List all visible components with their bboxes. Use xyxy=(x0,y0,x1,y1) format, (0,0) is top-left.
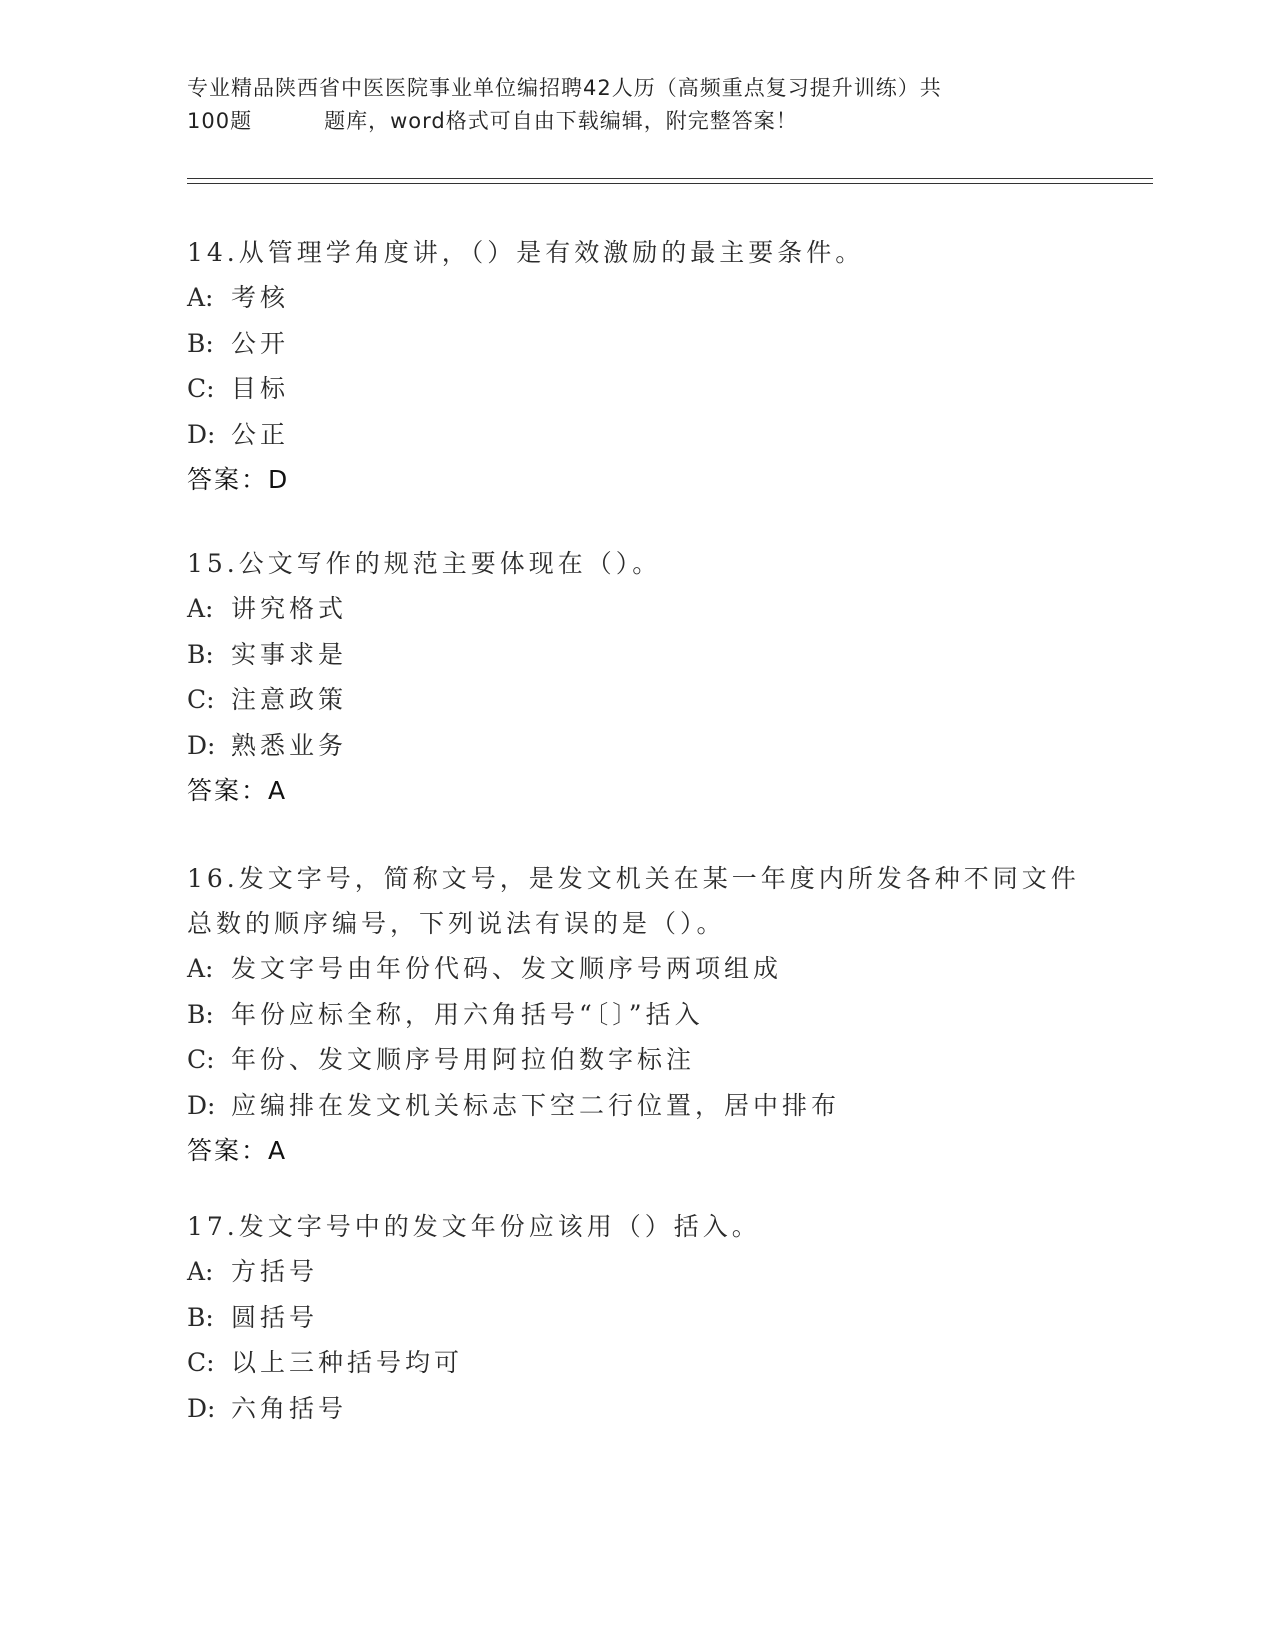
answer-line: 答案：A xyxy=(187,776,288,805)
option-text: 以上三种括号均可 xyxy=(231,1348,464,1377)
option-label: D: xyxy=(187,1393,216,1423)
option-text: 注意政策 xyxy=(231,685,348,714)
option-label: C: xyxy=(187,1348,215,1377)
option-label: A: xyxy=(187,1257,214,1286)
option-a xyxy=(187,586,1107,632)
header-description: 题库，word格式可自由下载编辑，附完整答案！ xyxy=(324,109,798,133)
option-text: 实事求是 xyxy=(231,639,348,669)
option-text: 公开 xyxy=(231,328,290,358)
option-text: 公正 xyxy=(231,419,290,449)
option-text: 发文字号由年份代码、发文顺序号两项组成 xyxy=(231,954,783,983)
document-header xyxy=(187,72,1087,138)
option-label: A: xyxy=(187,594,214,623)
option-label: C: xyxy=(187,1045,215,1074)
question-text: 14.从管理学角度讲，（）是有效激励的最主要条件。 xyxy=(187,238,865,267)
option-a xyxy=(187,1249,1107,1295)
option-c xyxy=(187,366,1107,412)
option-text: 熟悉业务 xyxy=(231,730,348,760)
option-label: B: xyxy=(187,1302,214,1332)
option-b xyxy=(187,321,1107,367)
option-label: B: xyxy=(187,639,214,669)
option-a xyxy=(187,946,1107,992)
header-divider-top xyxy=(187,178,1153,179)
option-c xyxy=(187,1037,1107,1083)
question-text: 17.发文字号中的发文年份应该用（）括入。 xyxy=(187,1212,761,1241)
option-label: D: xyxy=(187,1090,216,1120)
option-text: 六角括号 xyxy=(231,1393,348,1423)
option-label: B: xyxy=(187,328,214,358)
option-text: 目标 xyxy=(231,374,290,403)
question-text-line1: 16.发文字号，简称文号，是发文机关在某一年度内所发各种不同文件 xyxy=(187,864,1080,893)
question-16 xyxy=(187,856,1107,1173)
option-label: D: xyxy=(187,419,216,449)
option-text: 圆括号 xyxy=(231,1302,319,1332)
option-text: 年份、发文顺序号用阿拉伯数字标注 xyxy=(231,1045,696,1074)
option-b xyxy=(187,632,1107,678)
answer-line: 答案：D xyxy=(187,465,290,494)
option-c xyxy=(187,1340,1107,1386)
question-15 xyxy=(187,541,1107,813)
option-label: A: xyxy=(187,954,214,983)
question-text: 15.公文写作的规范主要体现在（）。 xyxy=(187,549,662,578)
header-title-line1: 专业精品陕西省中医医院事业单位编招聘42人历（高频重点复习提升训练）共 xyxy=(187,76,942,100)
option-c xyxy=(187,677,1107,723)
option-b xyxy=(187,1295,1107,1341)
option-label: D: xyxy=(187,730,216,760)
question-17 xyxy=(187,1204,1107,1431)
question-14 xyxy=(187,230,1107,502)
header-question-count: 100题 xyxy=(187,109,253,133)
answer-line: 答案：A xyxy=(187,1136,288,1165)
option-label: B: xyxy=(187,999,214,1029)
option-d xyxy=(187,412,1107,458)
option-d xyxy=(187,1083,1107,1129)
option-text: 讲究格式 xyxy=(231,594,348,623)
option-text: 年份应标全称，用六角括号“〔〕”括入 xyxy=(231,999,704,1029)
option-label: C: xyxy=(187,685,215,714)
option-text: 考核 xyxy=(231,283,290,312)
option-a xyxy=(187,275,1107,321)
option-text: 应编排在发文机关标志下空二行位置，居中排布 xyxy=(231,1090,841,1120)
option-label: A: xyxy=(187,283,214,312)
header-divider-bottom xyxy=(187,183,1153,184)
option-label: C: xyxy=(187,374,215,403)
header-title-line2 xyxy=(187,105,1087,138)
option-text: 方括号 xyxy=(231,1257,319,1286)
option-d xyxy=(187,1386,1107,1432)
option-d xyxy=(187,723,1107,769)
question-text-line2: 总数的顺序编号，下列说法有误的是（）。 xyxy=(187,909,726,938)
option-b xyxy=(187,992,1107,1038)
